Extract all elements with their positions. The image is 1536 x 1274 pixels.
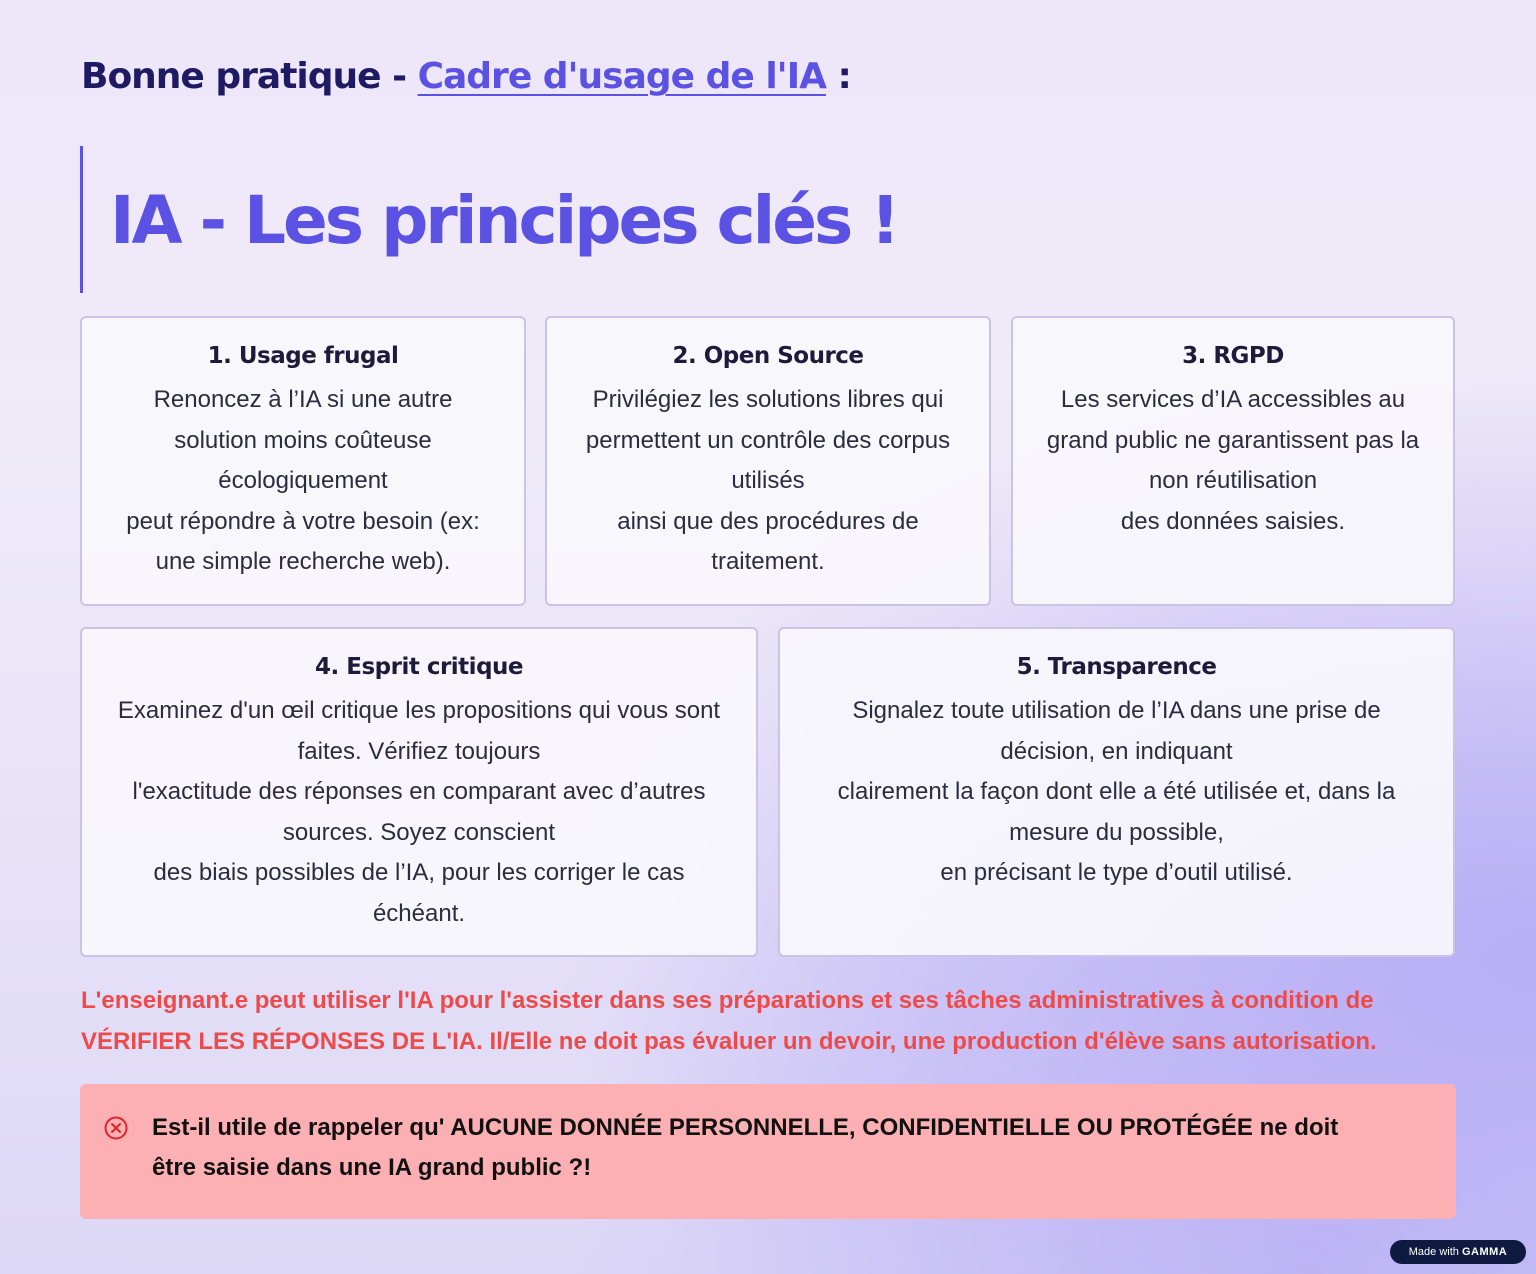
- title-accent-bar: [80, 146, 83, 293]
- card-title: 5. Transparence: [1016, 654, 1217, 680]
- badge-prefix: Made with: [1408, 1246, 1462, 1258]
- card-body: [565, 380, 971, 583]
- preheading-suffix: :: [825, 56, 851, 97]
- made-with-gamma-badge[interactable]: [1390, 1240, 1526, 1264]
- card-line: décision, en indiquant: [1000, 737, 1233, 765]
- card-line: une simple recherche web).: [155, 548, 451, 575]
- card-line: Signalez toute utilisation de l’IA dans une prise de: [852, 697, 1381, 724]
- card-title: 2. Open Source: [672, 343, 864, 369]
- card-title: 4. Esprit critique: [314, 654, 524, 680]
- card-line: sources. Soyez conscient: [282, 818, 556, 846]
- card-line: Renoncez à l’IA si une autre: [153, 386, 453, 413]
- personal-data-alert: [80, 1084, 1456, 1219]
- principle-card-transparency: [778, 627, 1455, 957]
- card-line: solution moins coûteuse: [174, 426, 432, 454]
- principle-card-frugal: [80, 316, 526, 606]
- card-line: en précisant le type d’outil utilisé.: [940, 859, 1293, 886]
- gamma-logo: GAMMA: [1461, 1246, 1508, 1258]
- card-line: permettent un contrôle des corpus: [585, 426, 951, 454]
- alert-line: Est-il utile de rappeler qu' AUCUNE DONNÉE PERSONNELLE, CONFIDENTIELLE OU PROTÉGÉE ne doit: [152, 1114, 1339, 1141]
- principle-card-critical-thinking: [80, 627, 758, 957]
- card-body: [100, 380, 506, 583]
- usage-framework-link[interactable]: Cadre d'usage de l'IA: [417, 56, 826, 97]
- card-line: grand public ne garantissent pas la: [1046, 426, 1420, 454]
- notice-line: L'enseignant.e peut utiliser l'IA pour l'assister dans ses préparations et ses tâches administratives à condition de: [81, 987, 1374, 1014]
- principle-card-open-source: [545, 316, 991, 606]
- card-line: non réutilisation: [1148, 467, 1318, 494]
- card-line: peut répondre à votre besoin (ex:: [126, 507, 480, 535]
- card-line: faites. Vérifiez toujours: [297, 737, 541, 765]
- page-title: IA - Les principes clés !: [110, 182, 898, 259]
- notice-line: VÉRIFIER LES RÉPONSES DE L'IA. Il/Elle ne doit pas évaluer un devoir, une production d'élève sans autorisation.: [81, 1027, 1377, 1055]
- teacher-notice: [81, 981, 1461, 1062]
- card-line: ainsi que des procédures de: [617, 507, 919, 535]
- card-line: Les services d’IA accessibles au: [1060, 386, 1406, 413]
- card-line: des biais possibles de l’IA, pour les corriger le cas: [153, 859, 685, 886]
- alert-text: [152, 1108, 1422, 1188]
- close-circle-icon: [104, 1116, 128, 1140]
- principle-card-rgpd: [1011, 316, 1455, 606]
- card-line: des données saisies.: [1120, 507, 1346, 535]
- card-line: échéant.: [372, 899, 466, 927]
- card-body: [100, 691, 738, 934]
- card-line: mesure du possible,: [1009, 818, 1224, 846]
- card-title: 3. RGPD: [1182, 343, 1284, 369]
- card-line: l'exactitude des réponses en comparant avec d’autres: [132, 778, 706, 805]
- page-preheading: [81, 56, 851, 97]
- card-line: écologiquement: [218, 467, 388, 494]
- card-line: traitement.: [711, 548, 825, 575]
- card-line: clairement la façon dont elle a été utilisée et, dans la: [837, 778, 1396, 805]
- alert-line: être saisie dans une IA grand public ?!: [152, 1154, 592, 1181]
- card-line: Examinez d'un œil critique les propositions qui vous sont: [117, 697, 721, 724]
- card-body: [798, 691, 1435, 894]
- card-line: utilisés: [731, 467, 805, 494]
- card-title: 1. Usage frugal: [207, 343, 399, 369]
- card-body: [1031, 380, 1435, 542]
- preheading-prefix: Bonne pratique -: [81, 56, 418, 97]
- card-line: Privilégiez les solutions libres qui: [592, 386, 944, 413]
